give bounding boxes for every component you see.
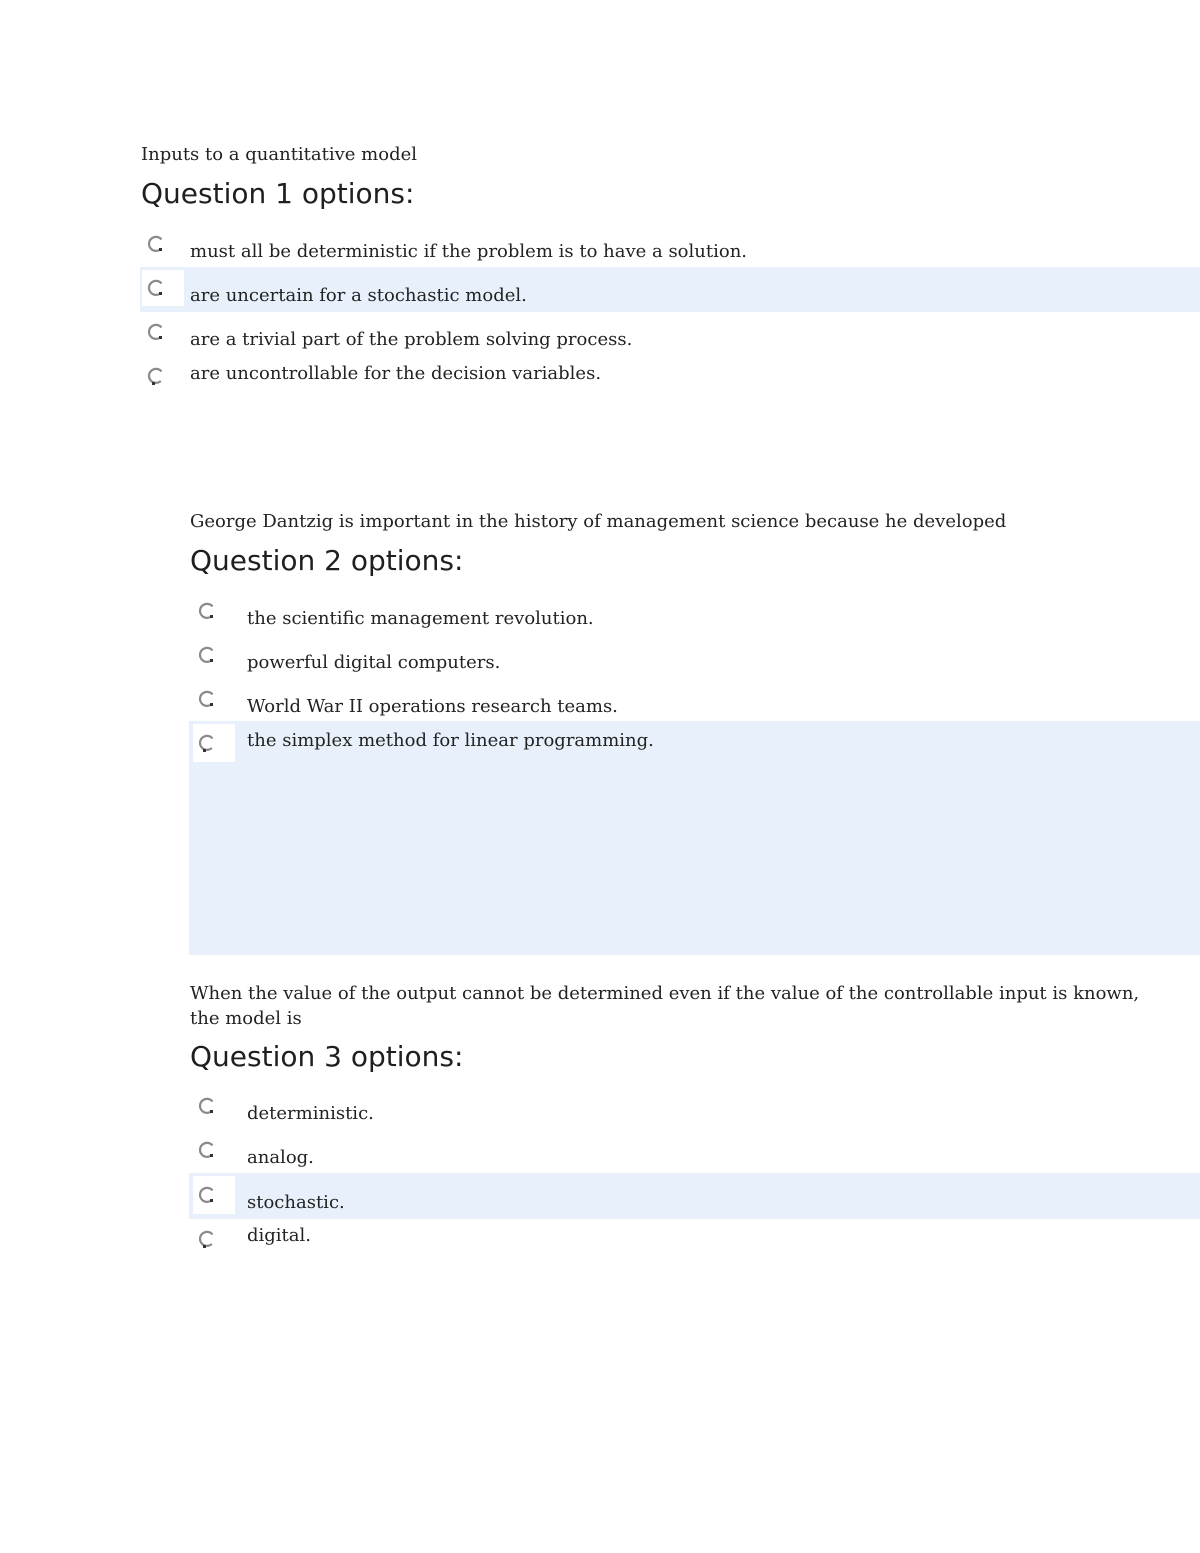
radio-button-icon[interactable] — [146, 322, 166, 342]
question-3-option-4-label: digital. — [247, 1225, 312, 1246]
question-2-option-2-label: powerful digital computers. — [247, 652, 501, 673]
radio-button-icon[interactable] — [146, 278, 166, 298]
radio-button-icon[interactable] — [197, 645, 217, 665]
question-3-prompt: When the value of the output cannot be determined even if the value of the controllable input is known, the model is — [190, 983, 1140, 1029]
radio-button-icon[interactable] — [197, 733, 217, 753]
question-1-option-3-label: are a trivial part of the problem solving process. — [190, 329, 633, 350]
question-3-option-3-label: stochastic. — [247, 1192, 345, 1213]
radio-button-icon[interactable] — [146, 366, 166, 386]
question-1-prompt: Inputs to a quantitative model — [141, 144, 418, 165]
question-3-option-2-label: analog. — [247, 1147, 314, 1168]
radio-button-icon[interactable] — [197, 601, 217, 621]
question-3-option-1-label: deterministic. — [247, 1103, 374, 1124]
question-1-options-heading: Question 1 options: — [141, 177, 415, 210]
question-1-option-2-label: are uncertain for a stochastic model. — [190, 285, 527, 306]
question-3-options-heading: Question 3 options: — [190, 1040, 464, 1073]
question-2-option-1-label: the scientific management revolution. — [247, 608, 594, 629]
radio-button-icon[interactable] — [197, 1229, 217, 1249]
question-2-option-4-label: the simplex method for linear programming. — [247, 730, 654, 751]
radio-button-icon[interactable] — [197, 1096, 217, 1116]
question-2-options-heading: Question 2 options: — [190, 544, 464, 577]
question-1-option-1-label: must all be deterministic if the problem is to have a solution. — [190, 241, 748, 262]
question-1-option-4-label: are uncontrollable for the decision variables. — [190, 363, 602, 384]
question-2-option-3-label: World War II operations research teams. — [247, 696, 618, 717]
radio-button-icon[interactable] — [146, 234, 166, 254]
question-2-prompt: George Dantzig is important in the history of management science because he developed — [190, 511, 1007, 532]
radio-button-icon[interactable] — [197, 1140, 217, 1160]
radio-button-icon[interactable] — [197, 1185, 217, 1205]
q2-option-4-highlight — [189, 721, 1200, 955]
radio-button-icon[interactable] — [197, 689, 217, 709]
